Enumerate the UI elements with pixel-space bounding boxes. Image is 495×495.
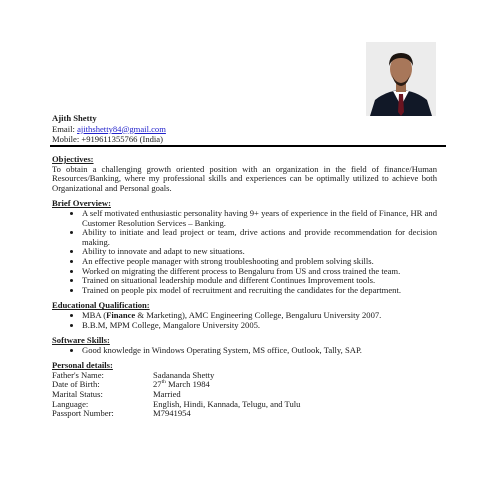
date-of-birth-row	[52, 380, 437, 390]
mba-major: Finance	[106, 309, 136, 320]
list-item: • A self motivated enthusiastic personality having 9+ years of experience in the field of Finance, HR and Customer Resolution Services – Banking.	[82, 209, 437, 228]
passport-label: Passport Number:	[52, 408, 114, 419]
list-item: • Ability to innovate and adapt to new situations.	[82, 247, 437, 257]
list-item: • Trained on situational leadership module and different Continues Improvement tools.	[82, 276, 437, 286]
list-item: • Ability to initiate and lead project or team, drive actions and provide recommendation for decision making.	[82, 228, 437, 247]
software-skills-list	[52, 346, 437, 356]
marital-status-label: Marital Status:	[52, 389, 103, 400]
education-list	[52, 311, 437, 330]
personal-details-section	[52, 361, 437, 419]
resume-body	[52, 155, 437, 425]
email-line	[52, 124, 166, 135]
passport-value: M7941954	[153, 408, 191, 419]
dob-day: 27	[153, 379, 162, 390]
dob-suffix: th	[161, 379, 166, 386]
mba-rest: & Marketing), AMC Engineering College, Bengaluru University 2007.	[135, 309, 382, 320]
email-link[interactable]: ajithshetty84@gmail.com	[77, 123, 166, 134]
fathers-name-value: Sadananda Shetty	[153, 369, 215, 380]
education-section	[52, 301, 437, 330]
list-item: • Trained on people pix model of recruitment and recruiting the candidates for the department.	[82, 286, 437, 296]
language-value: English, Hindi, Kannada, Telugu, and Tulu	[153, 398, 301, 409]
list-item: • Good knowledge in Windows Operating System, MS office, Outlook, Tally, SAP.	[82, 346, 437, 356]
fathers-name-label: Father's Name:	[52, 369, 104, 380]
profile-photo-icon	[366, 42, 436, 116]
dob-rest: March 1984	[165, 379, 210, 390]
software-skills-title: Software Skills:	[52, 335, 110, 346]
personal-details-title: Personal details:	[52, 360, 113, 371]
mobile-line: Mobile: +919611355766 (India)	[52, 134, 163, 144]
contact-header	[52, 113, 166, 145]
header-divider	[50, 145, 446, 147]
objectives-section	[52, 155, 437, 193]
date-of-birth-label: Date of Birth:	[52, 379, 100, 390]
software-skills-section	[52, 336, 437, 355]
language-label: Language:	[52, 398, 89, 409]
objectives-text: To obtain a challenging growth oriented position with an organization in the field of finance/Human Resources/Banking, where my professional skills and experiences can be optimally utilized to achieve both Organizational and Personal goals.	[52, 163, 437, 193]
brief-overview-list	[52, 209, 437, 295]
objectives-title: Objectives:	[52, 154, 94, 164]
candidate-name: Ajith Shetty	[52, 113, 97, 123]
profile-photo	[366, 42, 436, 116]
email-label: Email:	[52, 123, 75, 134]
brief-overview-title: Brief Overview:	[52, 198, 111, 209]
education-title: Educational Qualification:	[52, 300, 150, 311]
mba-prefix: MBA (	[82, 309, 107, 320]
brief-overview-section	[52, 199, 437, 295]
marital-status-value: Married	[153, 389, 181, 400]
list-item: • An effective people manager with strong troubleshooting and problem solving skills.	[82, 257, 437, 267]
fathers-name-row	[52, 371, 437, 381]
list-item: • Worked on migrating the different process to Bengaluru from US and cross trained the team.	[82, 267, 437, 277]
passport-row	[52, 409, 437, 419]
list-item: • B.B.M, MPM College, Mangalore University 2005.	[82, 321, 437, 331]
